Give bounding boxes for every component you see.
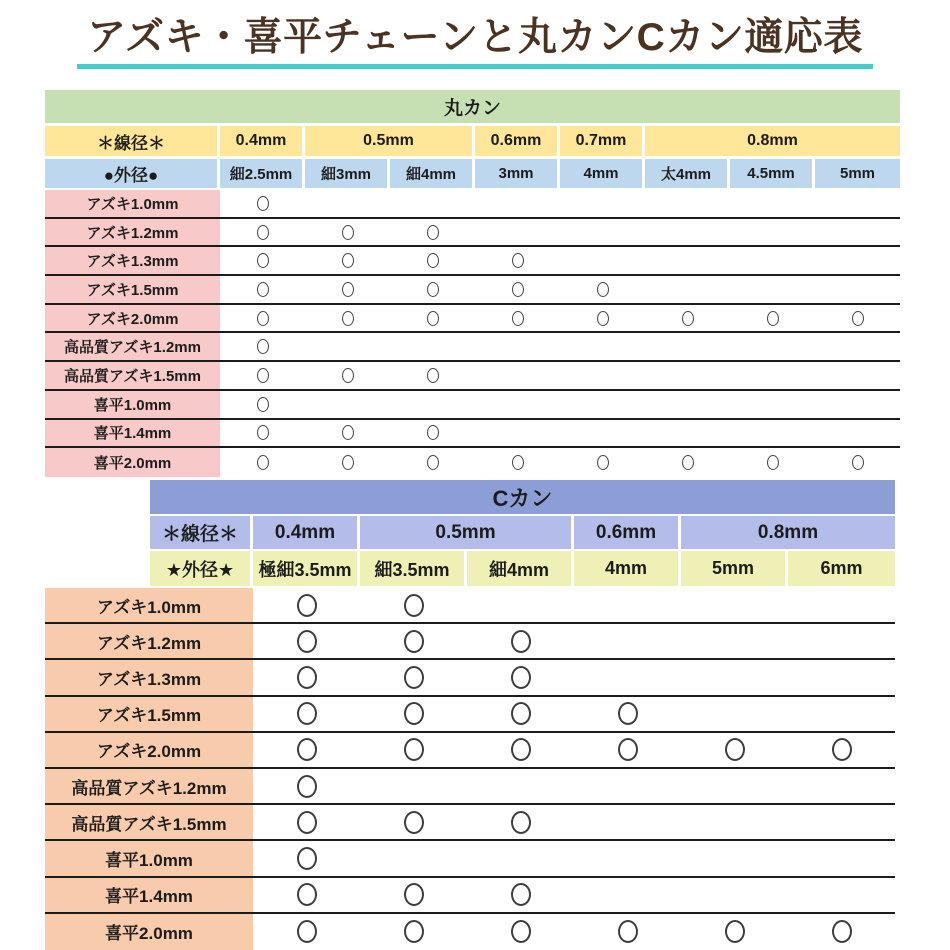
row-label: アズキ1.2mm	[45, 219, 220, 246]
marukan-outer-size: 太4mm	[645, 159, 730, 188]
mark-cell	[475, 420, 560, 447]
mark-cell	[390, 333, 475, 360]
mark-cell	[253, 660, 360, 694]
marukan-outer-size: 細4mm	[390, 159, 475, 188]
mark-cell	[467, 697, 574, 731]
compatibility-mark-icon	[297, 702, 317, 725]
ckan-wire-size: 0.6mm	[574, 516, 681, 549]
ckan-outer-label: ★外径★	[150, 551, 253, 586]
compatibility-mark-icon	[297, 811, 317, 834]
table-row	[45, 588, 895, 624]
mark-cell	[390, 448, 475, 477]
mark-cell	[253, 841, 360, 875]
row-label: 喜平2.0mm	[45, 914, 253, 950]
mark-cell	[360, 769, 467, 803]
mark-cell	[681, 624, 788, 658]
mark-cell	[220, 219, 305, 246]
mark-cell	[560, 190, 645, 217]
compatibility-mark-icon	[297, 630, 317, 653]
mark-cell	[220, 333, 305, 360]
table-row	[45, 276, 900, 305]
mark-cell	[681, 697, 788, 731]
compatibility-mark-icon	[512, 253, 524, 268]
marukan-outer-size: 4mm	[560, 159, 645, 188]
compatibility-mark-icon	[404, 594, 424, 617]
mark-cell	[645, 420, 730, 447]
row-label: アズキ1.0mm	[45, 190, 220, 217]
compatibility-mark-icon	[427, 282, 439, 297]
mark-cell	[475, 362, 560, 389]
compatibility-mark-icon	[618, 920, 638, 943]
mark-cell	[730, 219, 815, 246]
mark-cell	[305, 391, 390, 418]
compatibility-mark-icon	[725, 920, 745, 943]
marukan-wire-size: 0.6mm	[475, 126, 560, 156]
compatibility-mark-icon	[511, 883, 531, 906]
mark-cell	[475, 448, 560, 477]
mark-cell	[730, 247, 815, 274]
mark-cell	[220, 305, 305, 332]
mark-cell	[574, 660, 681, 694]
mark-cell	[220, 391, 305, 418]
ckan-wire-size: 0.5mm	[360, 516, 574, 549]
ckan-outer-size: 極細3.5mm	[253, 551, 360, 586]
compatibility-mark-icon	[404, 702, 424, 725]
mark-cell	[467, 624, 574, 658]
compatibility-mark-icon	[682, 455, 694, 470]
compatibility-mark-icon	[404, 738, 424, 761]
row-label: アズキ1.0mm	[45, 588, 253, 622]
mark-cell	[560, 219, 645, 246]
mark-cell	[645, 333, 730, 360]
mark-cell	[645, 219, 730, 246]
table-row	[45, 805, 895, 841]
row-label: 喜平1.0mm	[45, 841, 253, 875]
compatibility-mark-icon	[427, 368, 439, 383]
mark-cell	[305, 305, 390, 332]
compatibility-mark-icon	[767, 311, 779, 326]
mark-cell	[475, 333, 560, 360]
mark-cell	[574, 841, 681, 875]
mark-cell	[360, 733, 467, 767]
compatibility-mark-icon	[342, 311, 354, 326]
compatibility-mark-icon	[511, 811, 531, 834]
compatibility-mark-icon	[257, 455, 269, 470]
mark-cell	[305, 333, 390, 360]
marukan-outer-size: 5mm	[815, 159, 900, 188]
mark-cell	[390, 247, 475, 274]
table-row	[45, 391, 900, 420]
mark-cell	[220, 190, 305, 217]
compatibility-mark-icon	[257, 196, 269, 211]
mark-cell	[681, 660, 788, 694]
mark-cell	[467, 588, 574, 622]
compatibility-mark-icon	[257, 253, 269, 268]
table-row	[45, 219, 900, 248]
marukan-wire-size: 0.4mm	[220, 126, 305, 156]
mark-cell	[788, 914, 895, 950]
table-row	[45, 362, 900, 391]
mark-cell	[574, 624, 681, 658]
mark-cell	[730, 305, 815, 332]
mark-cell	[220, 420, 305, 447]
mark-cell	[360, 697, 467, 731]
ckan-wire-size: 0.4mm	[253, 516, 360, 549]
marukan-outer-size: 3mm	[475, 159, 560, 188]
ckan-outer-row	[150, 551, 895, 586]
marukan-outer-size: 4.5mm	[730, 159, 815, 188]
marukan-rows	[45, 190, 900, 477]
mark-cell	[390, 420, 475, 447]
mark-cell	[360, 841, 467, 875]
mark-cell	[681, 733, 788, 767]
mark-cell	[220, 362, 305, 389]
row-label: 喜平1.0mm	[45, 391, 220, 418]
mark-cell	[467, 805, 574, 839]
mark-cell	[305, 247, 390, 274]
mark-cell	[645, 391, 730, 418]
mark-cell	[253, 588, 360, 622]
compatibility-mark-icon	[512, 282, 524, 297]
table-row	[45, 247, 900, 276]
compatibility-mark-icon	[404, 920, 424, 943]
table-row	[45, 660, 895, 696]
mark-cell	[467, 769, 574, 803]
compatibility-mark-icon	[297, 738, 317, 761]
mark-cell	[305, 420, 390, 447]
mark-cell	[360, 914, 467, 950]
mark-cell	[467, 841, 574, 875]
mark-cell	[815, 190, 900, 217]
mark-cell	[815, 219, 900, 246]
mark-cell	[788, 624, 895, 658]
table-row	[45, 878, 895, 914]
ckan-outer-size: 4mm	[574, 551, 681, 586]
compatibility-mark-icon	[597, 311, 609, 326]
row-label: アズキ2.0mm	[45, 305, 220, 332]
mark-cell	[730, 276, 815, 303]
row-label: 喜平1.4mm	[45, 878, 253, 912]
mark-cell	[815, 391, 900, 418]
compatibility-mark-icon	[682, 311, 694, 326]
marukan-table	[45, 90, 900, 477]
mark-cell	[305, 276, 390, 303]
mark-cell	[574, 733, 681, 767]
marukan-outer-size: 細3mm	[305, 159, 390, 188]
compatibility-mark-icon	[297, 920, 317, 943]
page-title: アズキ・喜平チェーンと丸カンCカン適応表	[77, 16, 873, 69]
marukan-wire-size: 0.8mm	[645, 126, 900, 156]
mark-cell	[560, 305, 645, 332]
marukan-wire-size: 0.5mm	[305, 126, 475, 156]
table-row	[45, 420, 900, 449]
mark-cell	[788, 841, 895, 875]
compatibility-mark-icon	[427, 311, 439, 326]
table-row	[45, 914, 895, 950]
mark-cell	[681, 588, 788, 622]
ckan-rows	[45, 588, 895, 950]
mark-cell	[645, 448, 730, 477]
mark-cell	[305, 219, 390, 246]
row-label: 高品質アズキ1.2mm	[45, 769, 253, 803]
row-label: アズキ1.3mm	[45, 660, 253, 694]
mark-cell	[815, 448, 900, 477]
compatibility-mark-icon	[511, 666, 531, 689]
compatibility-mark-icon	[511, 920, 531, 943]
table-row	[45, 333, 900, 362]
row-label: アズキ1.2mm	[45, 624, 253, 658]
mark-cell	[788, 769, 895, 803]
mark-cell	[815, 420, 900, 447]
mark-cell	[645, 247, 730, 274]
mark-cell	[390, 276, 475, 303]
compatibility-mark-icon	[342, 425, 354, 440]
mark-cell	[220, 448, 305, 477]
mark-cell	[788, 878, 895, 912]
compatibility-mark-icon	[511, 702, 531, 725]
mark-cell	[560, 420, 645, 447]
mark-cell	[815, 276, 900, 303]
row-label: 高品質アズキ1.2mm	[45, 333, 220, 360]
compatibility-mark-icon	[297, 775, 317, 798]
compatibility-mark-icon	[427, 225, 439, 240]
mark-cell	[560, 276, 645, 303]
mark-cell	[467, 914, 574, 950]
compatibility-mark-icon	[297, 594, 317, 617]
mark-cell	[220, 247, 305, 274]
row-label: アズキ1.5mm	[45, 276, 220, 303]
ckan-header	[150, 480, 895, 586]
compatibility-mark-icon	[297, 666, 317, 689]
ckan-title-bar: Cカン	[150, 480, 895, 514]
compatibility-mark-icon	[852, 455, 864, 470]
table-row	[45, 733, 895, 769]
compatibility-mark-icon	[618, 738, 638, 761]
mark-cell	[360, 660, 467, 694]
compatibility-mark-icon	[257, 311, 269, 326]
compatibility-mark-icon	[404, 666, 424, 689]
marukan-outer-row	[45, 159, 900, 188]
mark-cell	[788, 805, 895, 839]
mark-cell	[475, 190, 560, 217]
ckan-outer-size: 細3.5mm	[360, 551, 467, 586]
mark-cell	[815, 362, 900, 389]
compatibility-mark-icon	[342, 225, 354, 240]
ckan-outer-size: 5mm	[681, 551, 788, 586]
mark-cell	[645, 276, 730, 303]
mark-cell	[253, 878, 360, 912]
mark-cell	[475, 219, 560, 246]
mark-cell	[475, 305, 560, 332]
compatibility-mark-icon	[511, 630, 531, 653]
mark-cell	[574, 588, 681, 622]
table-row	[45, 769, 895, 805]
marukan-wire-size: 0.7mm	[560, 126, 645, 156]
mark-cell	[681, 878, 788, 912]
mark-cell	[305, 448, 390, 477]
mark-cell	[574, 878, 681, 912]
compatibility-mark-icon	[404, 883, 424, 906]
row-label: アズキ2.0mm	[45, 733, 253, 767]
mark-cell	[390, 190, 475, 217]
mark-cell	[574, 697, 681, 731]
mark-cell	[681, 914, 788, 950]
mark-cell	[560, 448, 645, 477]
mark-cell	[305, 362, 390, 389]
mark-cell	[253, 733, 360, 767]
mark-cell	[730, 362, 815, 389]
compatibility-mark-icon	[725, 738, 745, 761]
mark-cell	[815, 305, 900, 332]
mark-cell	[390, 219, 475, 246]
ckan-wire-row	[150, 516, 895, 549]
mark-cell	[253, 914, 360, 950]
mark-cell	[467, 733, 574, 767]
mark-cell	[253, 697, 360, 731]
row-label: 高品質アズキ1.5mm	[45, 805, 253, 839]
mark-cell	[788, 588, 895, 622]
compatibility-mark-icon	[427, 425, 439, 440]
mark-cell	[645, 190, 730, 217]
compatibility-mark-icon	[404, 811, 424, 834]
mark-cell	[475, 247, 560, 274]
mark-cell	[360, 805, 467, 839]
compatibility-mark-icon	[832, 738, 852, 761]
compatibility-mark-icon	[427, 253, 439, 268]
mark-cell	[220, 276, 305, 303]
mark-cell	[475, 276, 560, 303]
mark-cell	[560, 247, 645, 274]
compatibility-mark-icon	[597, 455, 609, 470]
mark-cell	[681, 841, 788, 875]
compatibility-mark-icon	[511, 738, 531, 761]
row-label: 高品質アズキ1.5mm	[45, 362, 220, 389]
mark-cell	[475, 391, 560, 418]
mark-cell	[730, 190, 815, 217]
marukan-wire-row	[45, 126, 900, 156]
compatibility-mark-icon	[767, 455, 779, 470]
compatibility-mark-icon	[257, 225, 269, 240]
compatibility-mark-icon	[297, 847, 317, 870]
row-label: 喜平1.4mm	[45, 420, 220, 447]
marukan-outer-label: ●外径●	[45, 159, 220, 188]
marukan-wire-label: ＊線径＊	[45, 126, 220, 156]
mark-cell	[574, 769, 681, 803]
mark-cell	[390, 305, 475, 332]
table-row	[45, 624, 895, 660]
ckan-outer-size: 6mm	[788, 551, 895, 586]
mark-cell	[305, 190, 390, 217]
mark-cell	[815, 247, 900, 274]
compatibility-mark-icon	[257, 397, 269, 412]
compatibility-mark-icon	[427, 455, 439, 470]
compatibility-mark-icon	[618, 702, 638, 725]
mark-cell	[560, 362, 645, 389]
mark-cell	[645, 362, 730, 389]
compatibility-mark-icon	[832, 920, 852, 943]
mark-cell	[467, 878, 574, 912]
mark-cell	[390, 391, 475, 418]
mark-cell	[467, 660, 574, 694]
mark-cell	[390, 362, 475, 389]
mark-cell	[730, 333, 815, 360]
compatibility-mark-icon	[342, 368, 354, 383]
mark-cell	[360, 588, 467, 622]
table-row	[45, 841, 895, 877]
compatibility-mark-icon	[342, 455, 354, 470]
compatibility-mark-icon	[404, 630, 424, 653]
compatibility-mark-icon	[257, 282, 269, 297]
mark-cell	[360, 624, 467, 658]
compatibility-mark-icon	[342, 253, 354, 268]
page-title-wrap	[0, 16, 950, 69]
marukan-title-bar: 丸カン	[45, 90, 900, 123]
row-label: 喜平2.0mm	[45, 448, 220, 477]
marukan-outer-size: 細2.5mm	[220, 159, 305, 188]
mark-cell	[574, 805, 681, 839]
mark-cell	[788, 660, 895, 694]
mark-cell	[560, 333, 645, 360]
mark-cell	[788, 733, 895, 767]
compatibility-mark-icon	[512, 311, 524, 326]
mark-cell	[788, 697, 895, 731]
ckan-wire-label: ＊線径＊	[150, 516, 253, 549]
table-row	[45, 190, 900, 219]
mark-cell	[560, 391, 645, 418]
compatibility-mark-icon	[512, 455, 524, 470]
compatibility-mark-icon	[852, 311, 864, 326]
ckan-wire-size: 0.8mm	[681, 516, 895, 549]
mark-cell	[253, 624, 360, 658]
table-row	[45, 305, 900, 334]
mark-cell	[730, 448, 815, 477]
compatibility-mark-icon	[597, 282, 609, 297]
mark-cell	[360, 878, 467, 912]
mark-cell	[253, 769, 360, 803]
compatibility-mark-icon	[257, 425, 269, 440]
mark-cell	[681, 769, 788, 803]
ckan-outer-size: 細4mm	[467, 551, 574, 586]
mark-cell	[681, 805, 788, 839]
table-row	[45, 448, 900, 477]
mark-cell	[730, 391, 815, 418]
mark-cell	[645, 305, 730, 332]
table-row	[45, 697, 895, 733]
mark-cell	[574, 914, 681, 950]
mark-cell	[253, 805, 360, 839]
mark-cell	[815, 333, 900, 360]
compatibility-mark-icon	[257, 339, 269, 354]
row-label: アズキ1.3mm	[45, 247, 220, 274]
compatibility-mark-icon	[342, 282, 354, 297]
mark-cell	[730, 420, 815, 447]
row-label: アズキ1.5mm	[45, 697, 253, 731]
compatibility-mark-icon	[297, 883, 317, 906]
compatibility-mark-icon	[257, 368, 269, 383]
